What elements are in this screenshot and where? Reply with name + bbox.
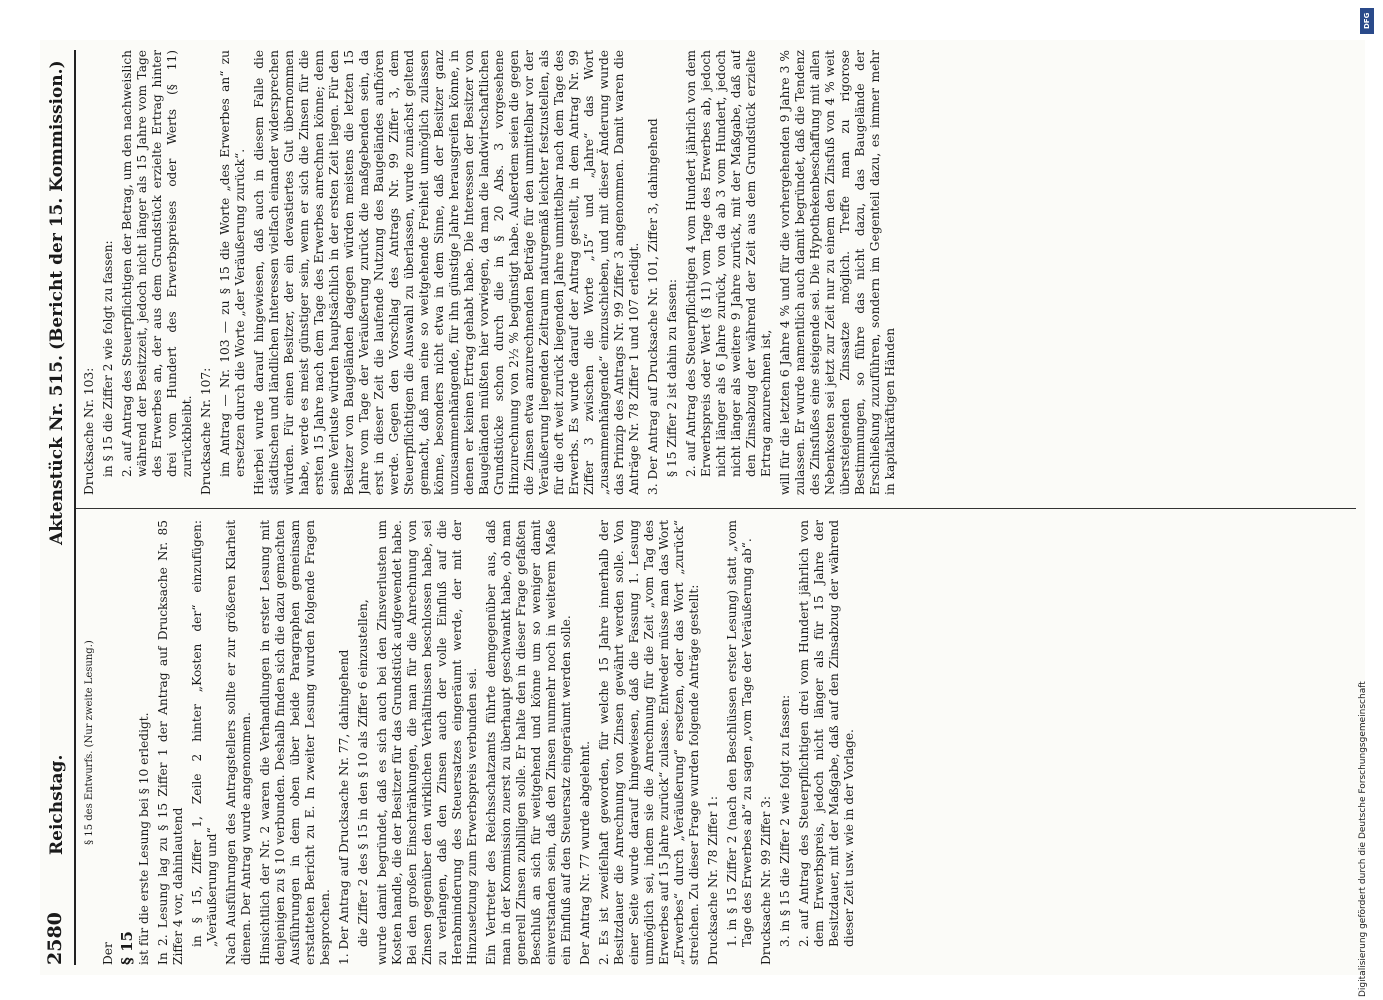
paragraph: 3. in § 15 die Ziffer 2 wie folgt zu fassen: <box>778 694 792 947</box>
column-divider <box>76 508 1356 509</box>
header-reichstag: Reichstag. <box>47 754 67 855</box>
header-document-title: Aktenstück Nr. 515. <box>47 354 67 545</box>
paragraph: Ein Vertreter des Reichsschatzamts führte demgegenüber aus, daß man in der Kommission zuerst zu überhaupt geschwankt habe, ob man generell Zinsen zubilligen solle. Er halte den in dieser Frage gefaßten Beschluß an sich für weitgehend und könne um so weniger damit einverstanden sein, daß den Zinsen nunmehr noch in weiterem Maße ein Einfluß auf den Steuersatz eingeräumt werden solle. <box>484 520 573 965</box>
paragraph: die Ziffer 2 des § 15 in den § 10 als Ziffer 6 einzustellen, <box>356 599 370 947</box>
paragraph: Drucksache Nr. 107: <box>199 367 213 495</box>
paragraph: 1. Der Antrag auf Drucksache Nr. 77, dahingehend <box>337 649 351 965</box>
page-header <box>44 50 76 965</box>
paragraph: § 15 <box>118 931 136 965</box>
paragraph: In 2. Lesung lag zu § 15 Ziffer 1 der Antrag auf Drucksache Nr. 85 Ziffer 4 vor, dahinlautend <box>156 520 185 965</box>
paragraph: 1. in § 15 Ziffer 2 (nach den Beschlüssen erster Lesung) statt „vom Tage des Erwerbes ab“ zu sagen „vom Tage der Veräußerung ab“. <box>725 520 754 947</box>
paragraph: wurde damit begründet, daß es sich auch bei den Zinsverlusten um Kosten handle, die der Besitzer für das Grundstück aufgewendet habe. Bei den großen Einschränkungen, die man für die Anrechnung von Zinsen gegenüber den wirklichen Verhältnissen beschlossen habe, sei zu verlangen, daß den Zinsen auch der volle Einfluß auf die Herabminderung des Steuersatzes eingeräumt werde, der mit der Hinzusetzung zum Erwerbspreis verbunden sei. <box>375 520 479 965</box>
paragraph: Hinsichtlich der Nr. 2 waren die Verhandlungen in erster Lesung mit denjenigen zu § 10 verbunden. Deshalb finden sich die dazu gemachten Ausführungen in dem oben über beide Paragraphen gemeinsam erstatteten Bericht zu E. In zweiter Lesung wurden folgende Fragen besprochen. <box>258 520 332 965</box>
paragraph: § 15 Ziffer 2 ist dahin zu fassen: <box>665 279 679 477</box>
paragraph: 3. Der Antrag auf Drucksache Nr. 101, Ziffer 3, dahingehend <box>646 118 660 495</box>
paragraph: Hierbei wurde darauf hingewiesen, daß auch in diesem Falle die städtischen und ländlichen Interessen vielfach einander widersprechen würden. Für einen Besitzer, der ein devastiertes Gut übernommen habe, werde es meist günstiger sein, wenn er sich die Zinsen für die ersten 15 Jahre nach dem Tage des Erwerbes anrechnen könne; denn seine Verluste würden hauptsächlich in der ersten Zeit liegen. Für den Besitzer von Baugeländen dagegen würden meistens die letzten 15 Jahre vom Tage der Veräußerung zurück die maßgebenden sein, da erst in dieser Zeit die laufende Nutzung des Baugeländes aufhören werde. Gegen den Vorschlag des Antrags Nr. 99 Ziffer 3, dem Steuerpflichtigen die Auswahl zu überlassen, wurde zunächst geltend gemacht, daß man eine so weitgehende Freiheit unmöglich zulassen könne, besonders nicht etwa in dem Sinne, daß der Besitzer ganz unzusammenhängende, für ihn günstige Jahre herausgreifen könne, in denen er keinen Ertrag gehabt habe. Die Interessen der Besitzer von Baugeländen müßten hier vorwiegen, da man die landwirtschaftlichen Grundstücke schon durch die in § 20 Abs. 3 vorgesehene Hinzurechnung von 2½ % begünstigt habe. Außerdem seien die gegen die Zinsen etwa anzurechnenden Beträge für den unmittelbar vor der Veräußerung liegenden Zeitraum naturgemäß leichter festzustellen, als für die oft weit zurück liegenden Jahre unmittelbar nach dem Tage des Erwerbs. Es wurde darauf der Antrag gestellt, in dem Antrag Nr. 99 Ziffer 3 zwischen die Worte „15“ und „Jahre“ das Wort „zusammenhängende“ einzuschieben, und mit dieser Änderung wurde das Prinzip des Antrags Nr. 99 Ziffer 3 angenommen. Damit waren die Anträge Nr. 78 Ziffer 1 und 107 erledigt. <box>252 50 641 495</box>
header-report-title: (Bericht der 15. Kommission.) <box>47 60 67 350</box>
paragraph: Drucksache Nr. 103: <box>82 367 96 495</box>
paragraph: 2. auf Antrag des Steuerpflichtigen der Betrag, um den nachweislich während der Besitzzeit, jedoch nicht länger als 15 Jahre vom Tage des Erwerbes an, der aus dem Grundstück erzielte Ertrag hinter drei vom Hundert des Erwerbspreises oder Werts (§ 11) zurückbleibt. <box>120 50 194 477</box>
page-number: 2580 <box>44 912 66 965</box>
paragraph: in § 15 die Ziffer 2 wie folgt zu fassen: <box>101 240 115 477</box>
credit-text: Digitalisierung gefördert durch die Deutsche Forschungsgemeinschaft <box>1358 681 1368 997</box>
right-text-column <box>82 50 1352 495</box>
paragraph: Drucksache Nr. 78 Ziffer 1: <box>706 795 720 965</box>
paragraph: in § 15, Ziffer 1, Zeile 2 hinter „Kosten der“ einzufügen: „Veräußerung und“ <box>190 520 219 947</box>
paragraph: Drucksache Nr. 99 Ziffer 3: <box>759 795 773 965</box>
paragraph: Nach Ausführungen des Antragstellers sollte er zur größeren Klarheit dienen. Der Antrag wurde angenommen. <box>224 520 253 965</box>
paragraph: 2. Es ist zweifelhaft geworden, für welche 15 Jahre innerhalb der Besitzdauer die Anrechnung von Zinsen gewährt werden solle. Von einer Seite wurde darauf hingewiesen, daß die Fassung 1. Lesung unmöglich sei, indem sie die Anrechnung für die Zeit „vom Tag des Erwerbes auf 15 Jahre zurück“ zulasse. Entweder müsse man das Wort „Erwerbes“ durch „Veräußerung“ ersetzen, oder das Wort „zurück“ streichen. Zu dieser Frage wurden folgende Anträge gestellt: <box>597 520 701 965</box>
paragraph: Der <box>101 942 115 965</box>
dfg-logo: DFG <box>1360 8 1374 34</box>
left-text-column <box>82 520 1352 965</box>
digitization-credit <box>1336 12 1370 997</box>
paragraph: § 15 des Entwurfs. (Nur zweite Lesung.) <box>84 640 95 845</box>
rotated-document-page <box>40 40 1365 975</box>
paragraph: Der Antrag Nr. 77 wurde abgelehnt. <box>578 741 592 965</box>
paragraph: ist für die erste Lesung bei § 10 erledigt. <box>137 712 151 965</box>
paragraph: im Antrag — Nr. 103 — zu § 15 die Worte „des Erwerbes an“ zu ersetzen durch die Worte „der Veräußerung zurück“. <box>218 50 247 477</box>
paragraph: 2. auf Antrag des Steuerpflichtigen drei vom Hundert jährlich von dem Erwerbspreis, jedoch nicht länger als für 15 Jahre der Besitzdauer, mit der Maßgabe, daß auf den Zinsabzug der während dieser Zeit usw. wie in der Vorlage. <box>797 520 856 947</box>
paragraph: will für die letzten 6 Jahre 4 % und für die vorhergehenden 9 Jahre 3 % zulassen. Er wurde namentlich auch damit begründet, daß die Tendenz des Zinsfußes eine steigende sei. Die Hypothekenbeschaffung mit allen Nebenkosten sei jetzt zur Zeit nur zu einem den Zinsfuß von 4 % weit übersteigenden Zinssatze möglich. Treffe man zu rigorose Bestimmungen, so führe das nicht dazu, das Baugelände der Erschließung zuzuführen, sondern im Gegenteil dazu, es immer mehr in kapitalkräftigen Händen <box>778 50 897 495</box>
paragraph: 2. auf Antrag des Steuerpflichtigen 4 vom Hundert jährlich von dem Erwerbspreis oder Wert (§ 11) vom Tage des Erwerbes ab, jedoch nicht länger als 6 Jahre zurück, von da ab 3 vom Hundert, jedoch nicht länger als weitere 9 Jahre zurück, mit der Maßgabe, daß auf den Zinsabzug der während der Zeit aus dem Grundstück erzielte Ertrag anzurechnen ist, <box>684 50 773 477</box>
